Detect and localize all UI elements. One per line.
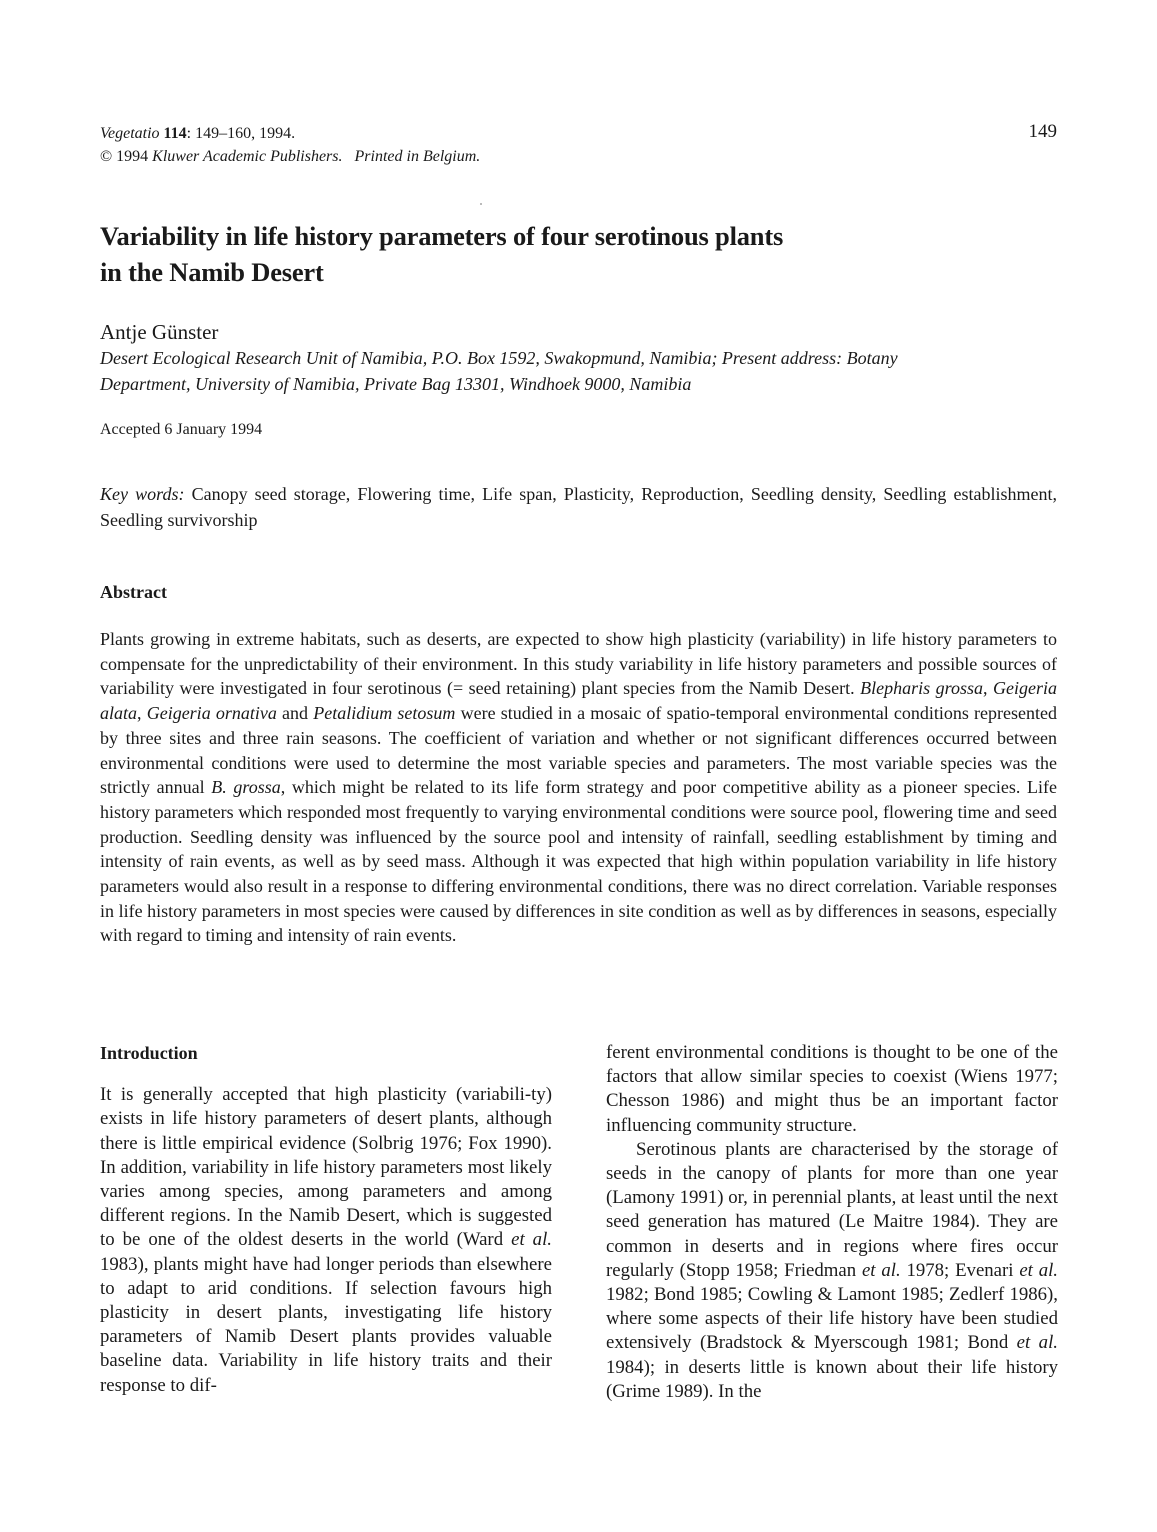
journal-pages: : 149–160, 1994. — [186, 125, 296, 142]
journal-volume: 114 — [163, 125, 187, 142]
journal-name: Vegetatio — [100, 125, 160, 142]
et-al: et al. — [861, 1259, 901, 1281]
et-al: et al. — [1016, 1332, 1058, 1354]
body-text: 1982; Bond 1985; Cowling & Lamont 1985; Zedlerf 1986), where some aspects of their life history have been studied extensively (Bradstock & Myerscough 1981; Bond — [606, 1284, 1058, 1354]
affiliation-line-2: Department, University of Namibia, Private Bag 13301, Windhoek 9000, Namibia — [100, 374, 692, 394]
keywords-label: Key words: — [100, 484, 185, 504]
et-al: et al. — [511, 1229, 552, 1251]
column-right — [606, 1041, 1058, 1404]
abstract-text: Plants growing in extreme habitats, such as deserts, are expected to show high plasticity (variability) in life history parameters to compensate for the unpredictability of their environment. In this study variability in life history parameters and possible sources of variability were investigated in four serotinous (= seed retaining) plant species from the Namib Desert. — [100, 629, 1057, 699]
scan-speck — [480, 203, 482, 205]
paper-title — [100, 218, 1000, 290]
journal-header — [100, 122, 480, 168]
affiliation-line-1: Desert Ecological Research Unit of Namibia, P.O. Box 1592, Swakopmund, Namibia; Present address: Botany — [100, 348, 898, 368]
abstract-heading: Abstract — [100, 582, 167, 602]
keywords-text: Canopy seed storage, Flowering time, Life span, Plasticity, Reproduction, Seedling density, Seedling establishment, Seedling survivorship — [100, 484, 1057, 530]
column-left — [100, 1041, 552, 1398]
introduction-paragraph-1 — [100, 1083, 552, 1398]
abstract-text: were studied in a mosaic of spatio-temporal environmental conditions represented by three sites and three rain seasons. The coefficient of variation and whether or not significant differences occurred between environmental conditions were used to determine the most variable species and parameters. The most variable species was the strictly annual — [100, 703, 1058, 798]
printed-location: Printed in Belgium. — [354, 148, 481, 165]
species-name: Blepharis grossa — [860, 678, 983, 699]
publisher: Kluwer Academic Publishers. — [152, 148, 343, 165]
copyright-year: 1994 — [112, 148, 153, 165]
body-text: 1983), plants might have had longer periods than elsewhere to adapt to arid conditions. If selection favours high plasticity in desert plants, investigating life history parameters of Namib Desert plants provides valuable baseline data. Variability in life history traits and their response to dif- — [100, 1253, 552, 1396]
introduction-heading: Introduction — [100, 1043, 198, 1063]
et-al: et al. — [1019, 1259, 1058, 1281]
species-name: Geigeria ornativa — [146, 703, 277, 724]
author-name: Antje Günster — [100, 320, 219, 344]
introduction-paragraph-1-cont: ferent environmental conditions is thought to be one of the factors that allow similar species to coexist (Wiens 1977; Chesson 1986) and might thus be an important factor influencing community structure. — [606, 1042, 1058, 1136]
copyright-icon: © — [100, 148, 113, 165]
accepted-date: Accepted 6 January 1994 — [100, 421, 263, 438]
keywords — [100, 481, 1057, 533]
title-line-2: in the Namib Desert — [100, 257, 324, 287]
page-number: 149 — [1028, 121, 1057, 142]
author-affiliation — [100, 345, 1060, 397]
body-text: 1984); in deserts little is known about their life history (Grime 1989). In the — [606, 1356, 1058, 1402]
title-line-1: Variability in life history parameters of four serotinous plants — [100, 221, 784, 251]
abstract-text: and — [276, 703, 314, 724]
species-name: B. grossa — [211, 777, 281, 798]
species-name: Petalidium setosum — [313, 703, 456, 724]
body-text: Serotinous plants are characterised by the storage of seeds in the canopy of plants for more than one year (Lamony 1991) or, in perennial plants, at least until the next seed generation has matured (Le Maitre 1984). They are common in deserts and in regions where fires occur regularly (Stopp 1958; Friedman — [606, 1138, 1058, 1281]
abstract-text: , — [137, 703, 147, 724]
abstract-text: , which might be related to its life form strategy and poor competitive ability as a pioneer species. Life history parameters which responded most frequently to varying environmental conditions were source pool, flowering time and seed production. Seedling density was influenced by the source pool and intensity of rainfall, seedling establishment by timing and intensity of rain events, as well as by seed mass. Although it was expected that high within population variability in life history parameters would also result in a response to differing environmental conditions, there was no direct correlation. Variable responses in life history parameters in most species were caused by differences in site condition as well as by differences in seasons, especially with regard to timing and intensity of rain events. — [100, 777, 1057, 946]
copyright-line — [100, 145, 480, 168]
body-text: 1978; Evenari — [900, 1259, 1020, 1281]
citation-line — [100, 122, 480, 145]
introduction-paragraph-2 — [606, 1138, 1058, 1404]
abstract-body — [100, 627, 1057, 948]
body-text: It is generally accepted that high plasticity (variabili-ty) exists in life history parameters of desert plants, although there is little empirical evidence (Solbrig 1976; Fox 1990). In addition, variability in life history parameters most likely varies among species, among parameters and among different regions. In the Namib Desert, which is suggested to be one of the oldest deserts in the world (Ward — [100, 1084, 552, 1251]
abstract-text: , — [983, 678, 994, 699]
species-name: Geigeria alata — [100, 678, 1057, 724]
